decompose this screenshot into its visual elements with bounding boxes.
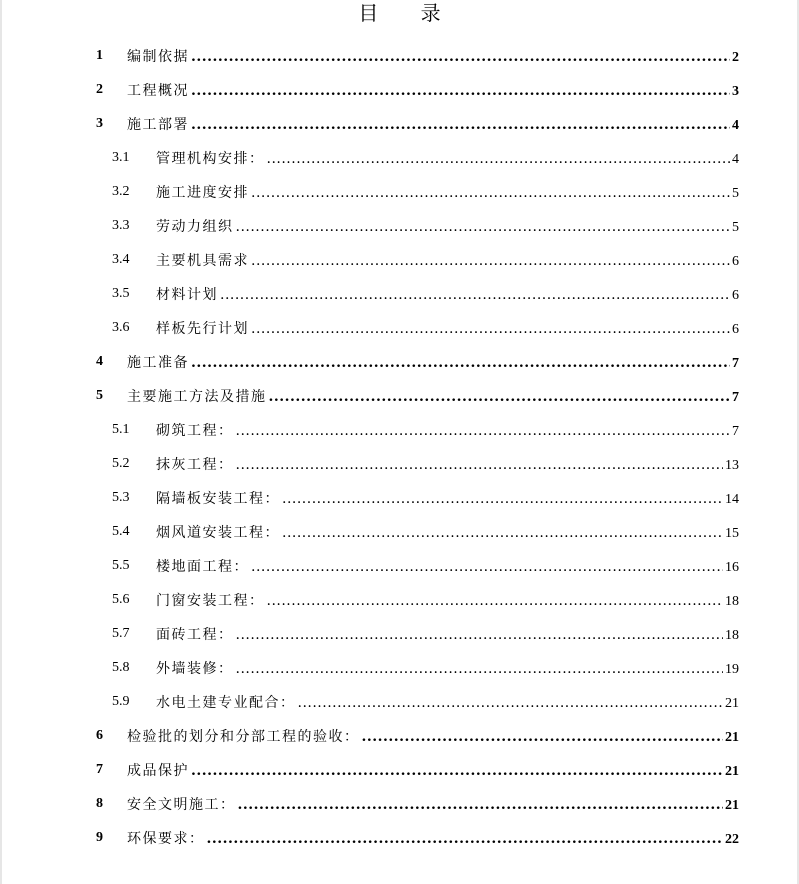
- toc-entry-text: 主要机具需求: [156, 253, 249, 269]
- dot-leader: [298, 696, 724, 710]
- toc-entry-text: 水电土建专业配合：: [156, 695, 296, 711]
- toc-entry-line: [156, 454, 739, 474]
- toc-entry-page-number: 3: [732, 84, 739, 99]
- toc-entry[interactable]: [0, 277, 799, 311]
- toc-entry-number: 1: [96, 48, 103, 63]
- toc-entry-line: [127, 726, 739, 746]
- toc-entry-page-number: 6: [732, 288, 739, 303]
- toc-entry-line: [127, 352, 739, 372]
- toc-entry-text: 抹灰工程：: [156, 457, 234, 473]
- dot-leader: [267, 594, 724, 608]
- toc-entry-page-number: 7: [732, 356, 739, 371]
- toc-entry-line: [127, 80, 739, 100]
- toc-entry[interactable]: [0, 821, 799, 855]
- toc-entry[interactable]: [0, 413, 799, 447]
- toc-entry-line: [127, 46, 739, 66]
- dot-leader: [191, 84, 730, 98]
- dot-leader: [236, 424, 731, 438]
- toc-entry-page-number: 5: [732, 186, 739, 201]
- toc-entry-number: 5.2: [112, 456, 130, 471]
- toc-entry-text: 环保要求：: [127, 831, 205, 847]
- toc-entry-line: [156, 692, 739, 712]
- toc-entry[interactable]: [0, 311, 799, 345]
- toc-entry-page-number: 7: [732, 424, 739, 439]
- toc-entry-text: 外墙装修：: [156, 661, 234, 677]
- toc-entry-number: 3.4: [112, 252, 130, 267]
- toc-entry-number: 3: [96, 116, 103, 131]
- dot-leader: [251, 186, 730, 200]
- dot-leader: [282, 492, 723, 506]
- toc-entry[interactable]: [0, 447, 799, 481]
- toc-entry-page-number: 7: [732, 390, 739, 405]
- toc-entry-text: 面砖工程：: [156, 627, 234, 643]
- toc-entry[interactable]: [0, 107, 799, 141]
- toc-entry-text: 劳动力组织: [156, 219, 234, 235]
- toc-entry-number: 5.4: [112, 524, 130, 539]
- dot-leader: [236, 662, 724, 676]
- dot-leader: [191, 356, 730, 370]
- toc-entry-line: [156, 522, 739, 542]
- dot-leader: [267, 152, 731, 166]
- toc-entry-page-number: 6: [732, 254, 739, 269]
- toc-entry-page-number: 2: [732, 50, 739, 65]
- toc-entry-line: [156, 488, 739, 508]
- toc-entry-text: 样板先行计划: [156, 321, 249, 337]
- toc-entry-page-number: 21: [725, 696, 739, 711]
- toc-entry-text: 施工进度安排: [156, 185, 249, 201]
- toc-entry-text: 编制依据: [127, 49, 189, 65]
- toc-entry-text: 施工准备: [127, 355, 189, 371]
- toc-entry-number: 3.5: [112, 286, 130, 301]
- toc-entry-text: 烟风道安装工程：: [156, 525, 280, 541]
- toc-title: 目 录: [358, 1, 459, 25]
- toc-entry-line: [127, 114, 739, 134]
- toc-entry-number: 5: [96, 388, 103, 403]
- toc-entry-number: 8: [96, 796, 103, 811]
- toc-entry-text: 材料计划: [156, 287, 218, 303]
- dot-leader: [191, 50, 730, 64]
- toc-entry-number: 5.9: [112, 694, 130, 709]
- toc-entry-page-number: 13: [725, 458, 739, 473]
- toc-entry[interactable]: [0, 379, 799, 413]
- toc-entry[interactable]: [0, 651, 799, 685]
- toc-entry[interactable]: [0, 583, 799, 617]
- toc-entry-line: [156, 148, 739, 168]
- dot-leader: [236, 220, 731, 234]
- dot-leader: [236, 458, 724, 472]
- dot-leader: [269, 390, 731, 404]
- toc-entry-text: 主要施工方法及措施: [127, 389, 267, 405]
- toc-entry[interactable]: [0, 209, 799, 243]
- toc-entry-page-number: 18: [725, 628, 739, 643]
- dot-leader: [236, 628, 724, 642]
- toc-entry-line: [127, 828, 739, 848]
- dot-leader: [191, 764, 723, 778]
- toc-entry-line: [156, 590, 739, 610]
- toc-entry-text: 隔墙板安装工程：: [156, 491, 280, 507]
- toc-entry-number: 3.6: [112, 320, 130, 335]
- toc-entry-page-number: 14: [725, 492, 739, 507]
- toc-entry[interactable]: [0, 787, 799, 821]
- toc-entry-line: [156, 556, 739, 576]
- toc-entry[interactable]: [0, 719, 799, 753]
- toc-entry-line: [156, 420, 739, 440]
- toc-entry-text: 施工部署: [127, 117, 189, 133]
- toc-entry-number: 9: [96, 830, 103, 845]
- dot-leader: [251, 322, 730, 336]
- toc-entry-page-number: 21: [725, 764, 739, 779]
- toc-entry-page-number: 4: [732, 152, 739, 167]
- toc-entry-page-number: 21: [725, 730, 739, 745]
- toc-entry-page-number: 18: [725, 594, 739, 609]
- toc-entry-line: [127, 794, 739, 814]
- toc-entry-number: 3.1: [112, 150, 130, 165]
- toc-entry-text: 门窗安装工程：: [156, 593, 265, 609]
- toc-entry-text: 安全文明施工：: [127, 797, 236, 813]
- toc-entry-number: 3.2: [112, 184, 130, 199]
- toc-entry-text: 工程概况: [127, 83, 189, 99]
- toc-entry[interactable]: [0, 481, 799, 515]
- toc-entry-line: [156, 182, 739, 202]
- dot-leader: [282, 526, 723, 540]
- dot-leader: [238, 798, 724, 812]
- toc-entry-text: 砌筑工程：: [156, 423, 234, 439]
- toc-entry-number: 5.8: [112, 660, 130, 675]
- toc-entry-number: 6: [96, 728, 103, 743]
- toc-entry-line: [156, 318, 739, 338]
- toc-entry-line: [156, 284, 739, 304]
- toc-entry-number: 2: [96, 82, 103, 97]
- toc-entry-page-number: 21: [725, 798, 739, 813]
- toc-entry[interactable]: [0, 685, 799, 719]
- toc-entry[interactable]: [0, 243, 799, 277]
- toc-entry-number: 4: [96, 354, 103, 369]
- toc-entry-number: 5.3: [112, 490, 130, 505]
- dot-leader: [207, 832, 724, 846]
- dot-leader: [362, 730, 724, 744]
- toc-entry[interactable]: [0, 141, 799, 175]
- toc-entry-text: 管理机构安排：: [156, 151, 265, 167]
- table-of-contents: [0, 39, 799, 855]
- toc-entry-line: [127, 386, 739, 406]
- toc-entry-number: 5.5: [112, 558, 130, 573]
- dot-leader: [251, 560, 723, 574]
- toc-entry-page-number: 6: [732, 322, 739, 337]
- toc-entry-line: [156, 624, 739, 644]
- toc-entry-number: 5.1: [112, 422, 130, 437]
- toc-entry-line: [156, 250, 739, 270]
- toc-entry[interactable]: [0, 175, 799, 209]
- toc-entry-number: 5.6: [112, 592, 130, 607]
- toc-entry[interactable]: [0, 345, 799, 379]
- toc-entry-line: [156, 216, 739, 236]
- toc-entry-text: 成品保护: [127, 763, 189, 779]
- dot-leader: [191, 118, 730, 132]
- dot-leader: [251, 254, 730, 268]
- dot-leader: [220, 288, 730, 302]
- toc-entry[interactable]: [0, 753, 799, 787]
- toc-entry-text: 检验批的划分和分部工程的验收：: [127, 729, 360, 745]
- toc-entry-page-number: 22: [725, 832, 739, 847]
- toc-entry-page-number: 19: [725, 662, 739, 677]
- toc-entry[interactable]: [0, 73, 799, 107]
- toc-entry-line: [127, 760, 739, 780]
- toc-entry[interactable]: [0, 617, 799, 651]
- toc-entry-number: 3.3: [112, 218, 130, 233]
- toc-entry[interactable]: [0, 39, 799, 73]
- toc-entry-number: 7: [96, 762, 103, 777]
- toc-entry-page-number: 15: [725, 526, 739, 541]
- toc-entry[interactable]: [0, 549, 799, 583]
- toc-entry-page-number: 4: [732, 118, 739, 133]
- toc-entry-number: 5.7: [112, 626, 130, 641]
- toc-entry-page-number: 16: [725, 560, 739, 575]
- toc-entry-line: [156, 658, 739, 678]
- toc-entry[interactable]: [0, 515, 799, 549]
- toc-entry-text: 楼地面工程：: [156, 559, 249, 575]
- toc-entry-page-number: 5: [732, 220, 739, 235]
